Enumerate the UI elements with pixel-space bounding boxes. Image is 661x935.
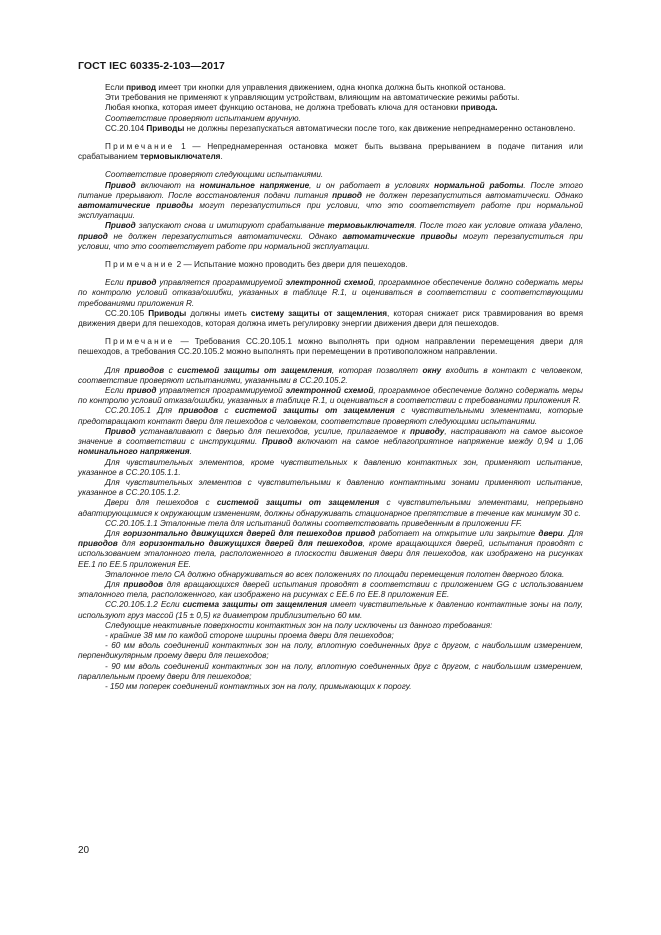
body-paragraph: Привод устанавливают с дверью для пешеходов, усилие, прилагаемое к приводу, настраивают на самое высокое значение в соответствии с инструкциями. Привод включают на самое неблагоприятное напряжение между 0,94 и 1,06 номинального напряжения. — [78, 426, 583, 457]
body-paragraph: Для чувствительных элементов, кроме чувствительных к давлению контактных зон, применяют испытание, указанное в СС.20.105.1.1. — [78, 457, 583, 477]
page-number: 20 — [78, 845, 90, 856]
body-paragraph: Если привод имеет три кнопки для управления движением, одна кнопка должна быть кнопкой останова. — [105, 83, 506, 92]
body-paragraph: Если привод управляется программируемой электронной схемой, программное обеспечение должно содержать меры по контролю условий отказа/ошибки, указанных в таблице R.1, и оцениваться в соответствии с соответствующими требованиями приложения R. — [78, 278, 583, 308]
body-paragraph: Эталонное тело СА должно обнаруживаться во всех положениях по площади перемещения полотен дверного блока. — [105, 569, 565, 579]
body-paragraph: Для приводов для вращающихся дверей испытания проводят в соответствии с приложением GG с использованием эталонного тела, расположенного, как изображено на рисунках с ЕЕ.6 по ЕЕ.8 приложения ЕЕ. — [78, 579, 583, 600]
body-paragraph: Для чувствительных элементов с чувствительными к давлению контактными зонами применяют испытание, указанное в СС.20.105.1.2. — [78, 477, 583, 498]
note-label: Примечание — [105, 142, 175, 152]
body-paragraph: - 90 мм вдоль соединений контактных зон на полу, вплотную соединенных друг с другом, с наибольшим измерением, параллельным проему двери для пешеходов; — [78, 661, 583, 681]
body-paragraph: - 60 мм вдоль соединений контактных зон на полу, вплотную соединенных друг с другом, с наибольшим измерением, перпендикулярным проему двери для пешеходов; — [78, 641, 583, 661]
body-paragraph: Соответствие проверяют следующими испытаниями. — [105, 170, 324, 180]
body-paragraph: Если привод управляется программируемой электронной схемой, программное обеспечение должно содержать меры по контролю условий отказа/ошибки, указанных в таблице R.1, и оцениваться в соответствии с требованиями приложения R. — [78, 386, 583, 406]
body-paragraph: Соответствие проверяют испытанием вручную. — [105, 113, 301, 123]
body-paragraph: Привод запускают снова и имитируют срабатывание термовыключателя. После того как условие отказа удалено, привод не должен перезапуститься автоматически. Однако автоматические приводы могут перезапуститься при условии, что это соответствует работе при нормальной эксплуатации. — [78, 221, 583, 251]
note-label: Примечание — [105, 260, 175, 270]
body-paragraph: Любая кнопка, которая имеет функцию останова, не должна требовать ключа для остановки привода. — [105, 103, 498, 113]
body-paragraph: СС.20.105.1.1 Эталонные тела для испытаний должны соответствовать приведенным в приложении FF. — [105, 518, 523, 528]
body-paragraph: - 150 мм поперек соединений контактных зон на полу, примыкающих к порогу. — [105, 681, 412, 691]
body-paragraph: Следующие неактивные поверхности контактных зон на полу исключены из данного требования: — [105, 620, 493, 630]
body-paragraph: Привод включают на номинальное напряжение, и он работает в условиях нормальной работы. После этого питание прерывают. После восстановления подачи питания привод не должен перезапуститься автоматически. Однако автоматические приводы могут перезапуститься при условии, что это соответствует работе при нормальной эксплуатации. — [78, 180, 583, 221]
note-label: Примечание — [105, 337, 175, 347]
body-paragraph: - крайние 38 мм по каждой стороне ширины проема двери для пешеходов; — [105, 630, 394, 640]
body-paragraph: Эти требования не применяют к управляющим устройствам, влияющим на автоматические режимы работы. — [105, 93, 520, 103]
note-paragraph — [78, 142, 583, 162]
body-paragraph: СС.20.104 Приводы не должны перезапускаться автоматически после того, как движение непреднамеренно остановлено. — [105, 123, 576, 133]
document-header: ГОСТ IEC 60335-2-103—2017 — [78, 60, 225, 72]
note-text: 2 — Испытание можно проводить без двери для пешеходов. — [174, 260, 408, 270]
document-body — [78, 83, 583, 692]
body-paragraph: Для приводов с системой защиты от защемления, которая позволяет окну входить в контакт с человеком, соответствие проверяют испытаниями, указанными в СС.20.105.2. — [78, 365, 584, 385]
body-paragraph: Для горизонтально движущихся дверей для пешеходов привод работает на открытие или закрытие двери. Для приводов для горизонтально движущихся дверей для пешеходов, кроме вращающихся дверей, испытания проводят с использованием эталонного тела, расположенного в плоскости движения двери для пешеходов, как изображено на рисунках ЕЕ.1 по ЕЕ.5 приложения ЕЕ. — [78, 528, 583, 569]
note-text: — Требования СС.20.105.1 можно выполнять при одном направлении перемещения двери для пешеходов, а требования СС.20.105.2 можно выполнять при перемещении в противоположном направлении. — [78, 337, 583, 357]
body-paragraph: СС.20.105.1 Для приводов с системой защиты от защемления с чувствительными элементами, которые предотвращают контакт двери для пешеходов с человеком, соответствие проверяют следующими испытаниями. — [78, 406, 583, 426]
body-paragraph: СС.20.105.1.2 Если система защиты от защемления имеет чувствительные к давлению контактные зоны на полу, используют груз массой (15 ± 0,5) кг диаметром приблизительно 60 мм. — [78, 600, 583, 620]
body-paragraph: Двери для пешеходов с системой защиты от защемления с чувствительными элементами, непрерывно адаптирующимися к окружающим изменениям, должны обнаруживать стационарное препятствие в течение как минимум 30 с. — [78, 498, 584, 518]
note-paragraph — [78, 337, 583, 357]
body-paragraph: СС.20.105 Приводы должны иметь систему защиты от защемления, которая снижает риск травмирования во время движения двери для пешеходов, которая должна иметь регулировку энергии движения двери для пешеходов. — [78, 308, 584, 329]
note-text: 1 — Непреднамеренная остановка может быть вызвана прерыванием в подаче питания или срабатыванием термовыключателя. — [78, 142, 583, 162]
note-paragraph — [78, 260, 583, 270]
